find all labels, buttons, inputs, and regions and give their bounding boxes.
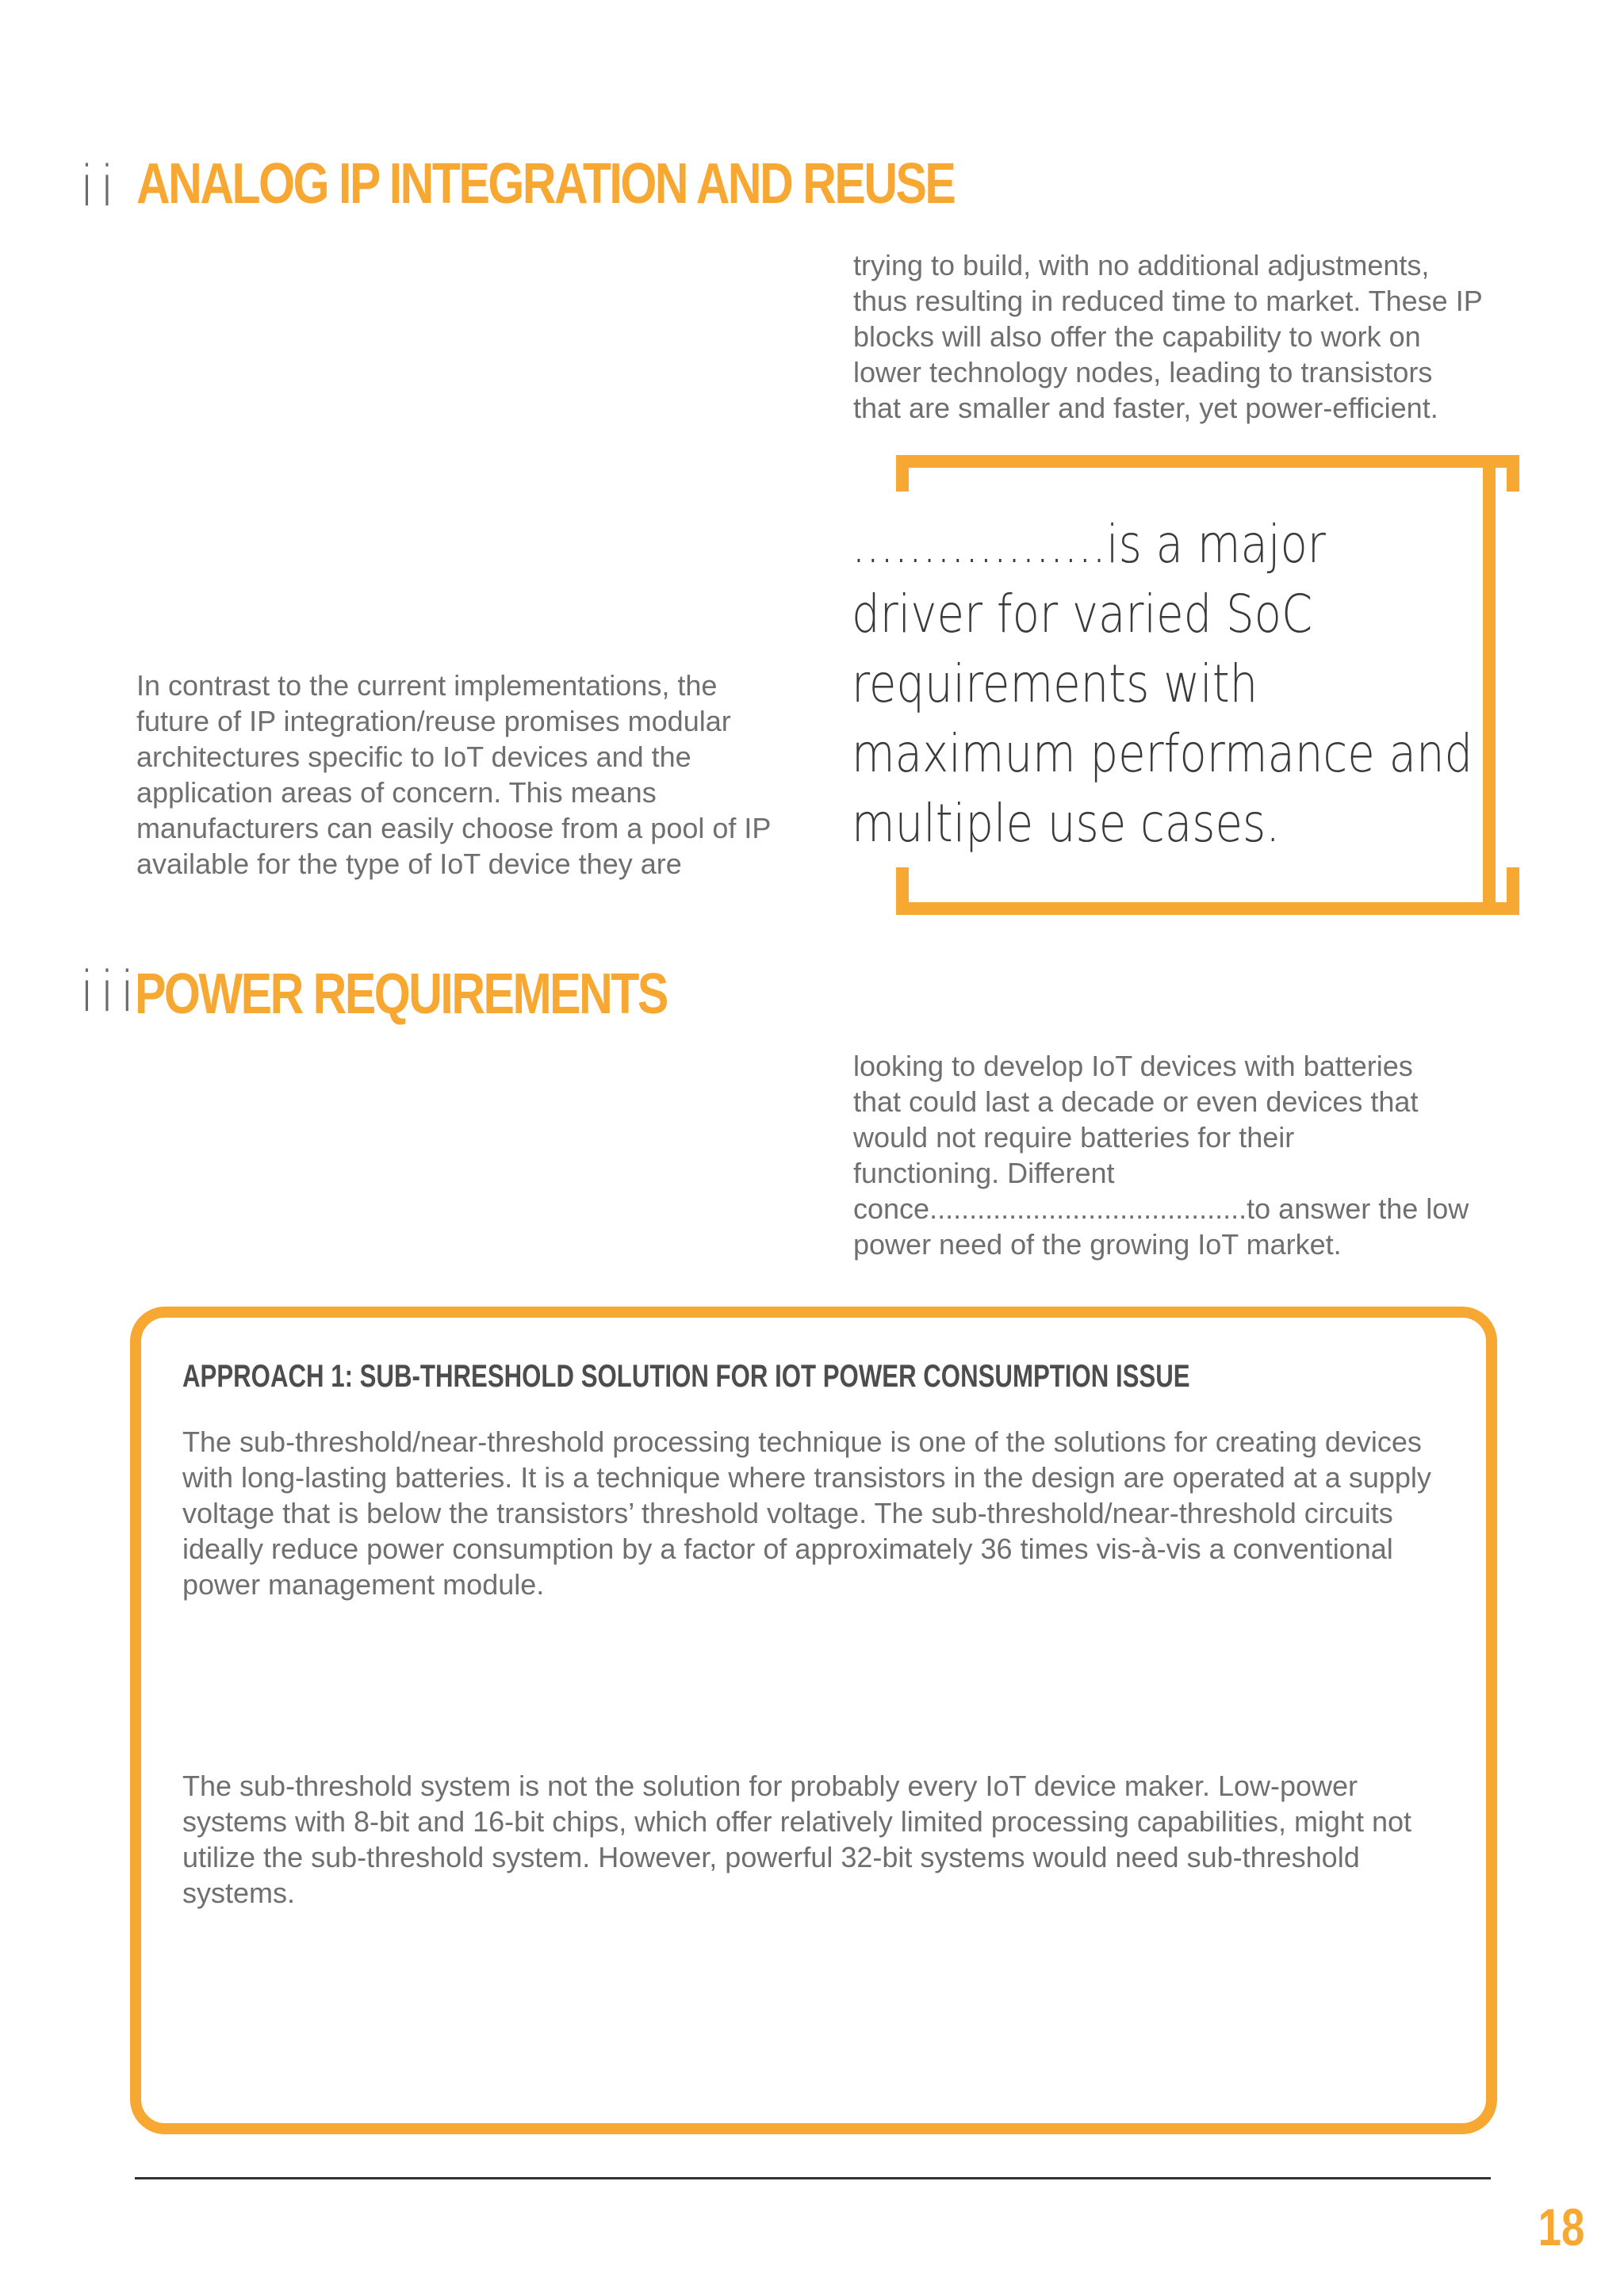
section-ii-left-paragraph: In contrast to the current implementations, the future of IP integration/reuse promises modular architectures specific to IoT devices and the application areas of concern. This means manufacturers can easily choose from a pool of IP available for the type of IoT device they are (136, 669, 771, 880)
callout-paragraph-2: The sub-threshold system is not the solution for probably every IoT device maker. Low-power systems with 8-bit and 16-bit chips, which offer relatively limited processing capabilities, might not utilize the sub-threshold system. However, powerful 32-bit systems would need sub-threshold systems. (182, 1770, 1412, 1909)
pull-quote (852, 510, 1582, 859)
pull-quote-line: multiple use cases. (852, 793, 1281, 854)
pull-quote-line: ..................is a major (852, 514, 1326, 575)
page-number: 18 (1538, 2198, 1584, 2256)
section-iii-line: would not require batteries for their (853, 1121, 1295, 1154)
section-ii-numeral: ii (79, 154, 120, 219)
pull-quote-line: maximum performance and (852, 723, 1473, 784)
section-iii-line: looking to develop IoT devices with batteries (853, 1050, 1413, 1082)
pull-quote-line: driver for varied SoC (852, 584, 1313, 645)
pull-quote-line: requirements with (852, 653, 1258, 714)
section-ii-right-paragraph: trying to build, with no additional adjustments, thus resulting in reduced time to market. These IP blocks will also offer the capability to work on lower technology nodes, leading to transistors that are smaller and faster, yet power-efficient. (853, 249, 1483, 424)
section-iii-title: POWER REQUIREMENTS (135, 962, 667, 1026)
quote-bracket-top (896, 455, 1519, 492)
footer-rule (135, 2177, 1491, 2179)
section-iii-right-paragraph (853, 1048, 1503, 1262)
section-iii-line: functioning. Different (853, 1157, 1115, 1189)
quote-bracket-bottom (896, 867, 1519, 915)
section-iii-numeral: iii (79, 959, 140, 1024)
section-iii-line: conce........................................to answer the low (853, 1192, 1469, 1225)
section-ii-title: ANALOG IP INTEGRATION AND REUSE (136, 152, 955, 216)
callout-paragraph-1: The sub-threshold/near-threshold processing technique is one of the solutions for creating devices with long-lasting batteries. It is a technique where transistors in the design are operated at a supply voltage that is below the transistors’ threshold voltage. The sub-threshold/near-threshold circuits ideally reduce power consumption by a factor of approximately 36 times vis-à-vis a conventional power management module. (182, 1425, 1431, 1601)
section-iii-line: power need of the growing IoT market. (853, 1228, 1342, 1261)
section-iii-line: that could last a decade or even devices that (853, 1085, 1419, 1118)
callout-heading: APPROACH 1: SUB-THRESHOLD SOLUTION FOR IOT POWER CONSUMPTION ISSUE (182, 1359, 1190, 1394)
